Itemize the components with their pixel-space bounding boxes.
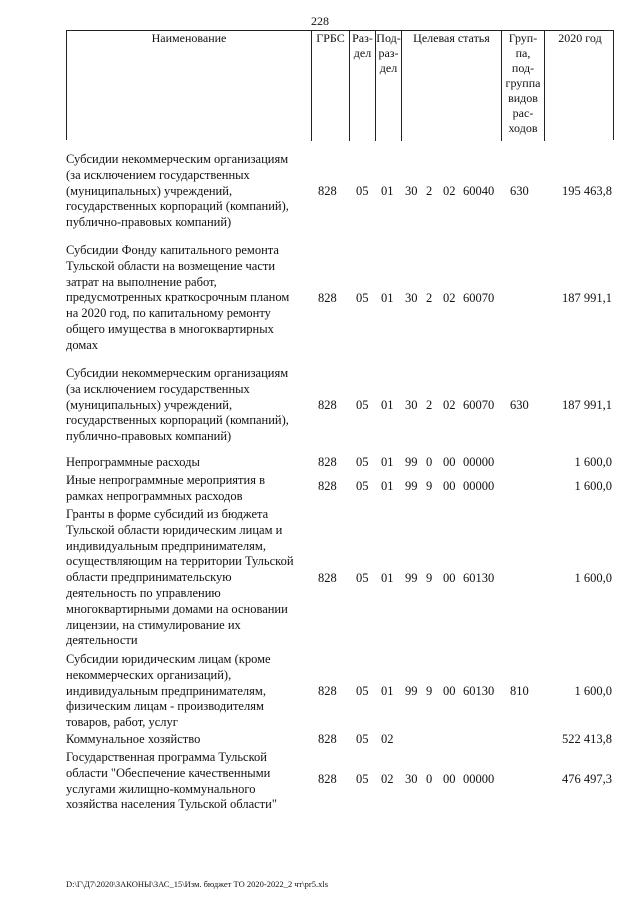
row-target-type: 2 bbox=[426, 184, 433, 198]
row-group: 630 bbox=[510, 398, 529, 412]
row-target-direction: 60130 bbox=[463, 684, 495, 698]
row-target-program: 99 bbox=[405, 455, 418, 469]
name-line: осуществляющим на территории Тульской bbox=[66, 554, 294, 569]
row-target-program: 30 bbox=[405, 184, 418, 198]
name-line: рамках непрограммных расходов bbox=[66, 488, 243, 503]
row-target-direction: 00000 bbox=[463, 455, 495, 469]
row-grbs: 828 bbox=[318, 732, 337, 746]
name-line: домах bbox=[66, 337, 98, 352]
name-line: индивидуальным предпринимателям, bbox=[66, 538, 266, 553]
row-grbs: 828 bbox=[318, 184, 337, 198]
row-group: 810 bbox=[510, 684, 529, 698]
row-target-program: 30 bbox=[405, 398, 418, 412]
name-line: на 2020 год, по капитальному ремонту bbox=[66, 306, 271, 321]
name-line: деятельность по управлению bbox=[66, 585, 221, 600]
row-target-main: 02 bbox=[443, 184, 456, 198]
name-line: деятельности bbox=[66, 633, 138, 648]
name-line: некоммерческих организаций), bbox=[66, 667, 232, 682]
row-name bbox=[66, 366, 310, 445]
header-podrazdel-line: дел bbox=[379, 61, 398, 75]
header-group bbox=[502, 31, 545, 141]
header-podrazdel-line: Под- bbox=[376, 31, 401, 45]
name-line: Коммунальное хозяйство bbox=[66, 732, 201, 746]
row-amount: 195 463,8 bbox=[562, 184, 612, 198]
row-name bbox=[66, 243, 310, 354]
row-group: 630 bbox=[510, 184, 529, 198]
row-name bbox=[66, 507, 310, 649]
row-podrazdel: 01 bbox=[381, 684, 394, 698]
page-number: 228 bbox=[311, 14, 329, 28]
row-grbs: 828 bbox=[318, 455, 337, 469]
row-target-type: 0 bbox=[426, 772, 433, 786]
row-name bbox=[66, 750, 310, 813]
name-line: Субсидии Фонду капитального ремонта bbox=[66, 243, 279, 257]
row-target-type: 9 bbox=[426, 571, 433, 585]
name-line: Тульской области на возмещение части bbox=[66, 258, 276, 273]
name-line: государственных корпораций (компаний), bbox=[66, 413, 289, 428]
row-razdel: 05 bbox=[356, 398, 369, 412]
header-grbs bbox=[312, 31, 350, 141]
row-amount: 522 413,8 bbox=[562, 732, 612, 746]
row-target-direction: 60070 bbox=[463, 398, 495, 412]
name-line: товаров, работ, услуг bbox=[66, 715, 178, 730]
row-razdel: 05 bbox=[356, 291, 369, 305]
header-group-line: под- bbox=[511, 61, 535, 75]
row-podrazdel: 01 bbox=[381, 479, 394, 493]
name-line: (за исключением государственных bbox=[66, 167, 250, 182]
row-amount: 1 600,0 bbox=[574, 571, 612, 585]
row-target-direction: 00000 bbox=[463, 479, 495, 493]
name-line: государственных корпораций (компаний), bbox=[66, 199, 289, 214]
row-podrazdel: 02 bbox=[381, 772, 394, 786]
header-name bbox=[67, 31, 312, 141]
name-line: многоквартирными домами на основании bbox=[66, 601, 288, 616]
name-line: (за исключением государственных bbox=[66, 381, 250, 396]
row-grbs: 828 bbox=[318, 772, 337, 786]
row-razdel: 05 bbox=[356, 571, 369, 585]
name-line: хозяйства населения Тульской области" bbox=[66, 797, 277, 812]
header-target-text: Целевая статья bbox=[413, 31, 490, 45]
header-year-text: 2020 год bbox=[558, 31, 602, 45]
header-group-line: группа bbox=[505, 76, 541, 90]
row-razdel: 05 bbox=[356, 184, 369, 198]
row-amount: 1 600,0 bbox=[574, 455, 612, 469]
row-podrazdel: 01 bbox=[381, 571, 394, 585]
row-target-main: 00 bbox=[443, 684, 456, 698]
row-razdel: 05 bbox=[356, 455, 369, 469]
row-podrazdel: 01 bbox=[381, 184, 394, 198]
row-target-direction: 60070 bbox=[463, 291, 495, 305]
name-line: публично-правовых компаний) bbox=[66, 215, 232, 230]
row-grbs: 828 bbox=[318, 571, 337, 585]
row-target-direction: 00000 bbox=[463, 772, 495, 786]
row-amount: 187 991,1 bbox=[562, 398, 612, 412]
row-target-type: 9 bbox=[426, 479, 433, 493]
name-line: общего имущества в многоквартирных bbox=[66, 321, 274, 336]
row-target-main: 00 bbox=[443, 571, 456, 585]
name-line: публично-правовых компаний) bbox=[66, 429, 232, 444]
row-target-type: 2 bbox=[426, 291, 433, 305]
row-grbs: 828 bbox=[318, 479, 337, 493]
row-target-program: 99 bbox=[405, 684, 418, 698]
name-line: (муниципальных) учреждений, bbox=[66, 397, 233, 412]
header-group-line: видов bbox=[508, 91, 538, 105]
row-podrazdel: 01 bbox=[381, 455, 394, 469]
name-line: Государственная программа Тульской bbox=[66, 750, 267, 764]
row-podrazdel: 01 bbox=[381, 398, 394, 412]
row-target-direction: 60040 bbox=[463, 184, 495, 198]
row-target-type: 0 bbox=[426, 455, 433, 469]
row-razdel: 05 bbox=[356, 479, 369, 493]
name-line: Тульской области юридическим лицам и bbox=[66, 522, 283, 537]
header-grbs-text: ГРБС bbox=[316, 31, 345, 45]
name-line: (муниципальных) учреждений, bbox=[66, 183, 233, 198]
row-target-main: 00 bbox=[443, 455, 456, 469]
name-line: Гранты в форме субсидий из бюджета bbox=[66, 507, 269, 521]
name-line: затрат на выполнение работ, bbox=[66, 274, 217, 289]
row-target-direction: 60130 bbox=[463, 571, 495, 585]
row-amount: 1 600,0 bbox=[574, 479, 612, 493]
name-line: физическим лицам - производителям bbox=[66, 699, 264, 714]
row-grbs: 828 bbox=[318, 291, 337, 305]
name-line: области предпринимательскую bbox=[66, 570, 232, 585]
row-target-program: 30 bbox=[405, 291, 418, 305]
row-name bbox=[66, 732, 310, 748]
row-razdel: 05 bbox=[356, 732, 369, 746]
row-target-main: 02 bbox=[443, 398, 456, 412]
row-name bbox=[66, 473, 310, 505]
header-year bbox=[545, 31, 615, 141]
name-line: Субсидии некоммерческим организациям bbox=[66, 366, 289, 380]
row-grbs: 828 bbox=[318, 684, 337, 698]
name-line: Субсидии юридическим лицам (кроме bbox=[66, 652, 271, 666]
row-target-main: 02 bbox=[443, 291, 456, 305]
row-razdel: 05 bbox=[356, 684, 369, 698]
row-target-type: 2 bbox=[426, 398, 433, 412]
table-header bbox=[66, 30, 614, 140]
name-line: лицензии, на стимулирование их bbox=[66, 617, 241, 632]
name-line: Непрограммные расходы bbox=[66, 455, 200, 469]
name-line: Субсидии некоммерческим организациям bbox=[66, 152, 289, 166]
row-amount: 476 497,3 bbox=[562, 772, 612, 786]
name-line: предусмотренных краткосрочным планом bbox=[66, 290, 290, 305]
header-podrazdel-line: раз- bbox=[378, 46, 399, 60]
file-path-footer: D:\Г\Д7\2020\ЗАКОНЫ\ЗАС_15\Изм. бюджет ТО 2020-2022_2 чт\pr5.xls bbox=[66, 879, 329, 889]
name-line: индивидуальным предпринимателям, bbox=[66, 683, 266, 698]
header-razdel bbox=[350, 31, 376, 141]
row-target-program: 99 bbox=[405, 571, 418, 585]
row-target-main: 00 bbox=[443, 479, 456, 493]
row-target-program: 99 bbox=[405, 479, 418, 493]
row-target-main: 00 bbox=[443, 772, 456, 786]
name-line: Иные непрограммные мероприятия в bbox=[66, 473, 265, 487]
row-grbs: 828 bbox=[318, 398, 337, 412]
header-group-line: Груп- bbox=[508, 31, 538, 45]
row-name bbox=[66, 652, 310, 731]
row-name bbox=[66, 455, 310, 471]
row-amount: 187 991,1 bbox=[562, 291, 612, 305]
name-line: услугами жилищно-коммунального bbox=[66, 781, 256, 796]
row-target-program: 30 bbox=[405, 772, 418, 786]
row-podrazdel: 02 bbox=[381, 732, 394, 746]
row-name bbox=[66, 152, 310, 231]
header-razdel-line: дел bbox=[353, 46, 372, 60]
header-target bbox=[402, 31, 502, 141]
header-razdel-line: Раз- bbox=[352, 31, 373, 45]
header-group-line: па, bbox=[515, 46, 531, 60]
row-razdel: 05 bbox=[356, 772, 369, 786]
header-name-text: Наименование bbox=[151, 31, 227, 45]
row-amount: 1 600,0 bbox=[574, 684, 612, 698]
header-group-line: ходов bbox=[508, 121, 538, 135]
header-group-line: рас- bbox=[512, 106, 534, 120]
header-podrazdel bbox=[376, 31, 402, 141]
row-target-type: 9 bbox=[426, 684, 433, 698]
row-podrazdel: 01 bbox=[381, 291, 394, 305]
name-line: области "Обеспечение качественными bbox=[66, 765, 271, 780]
